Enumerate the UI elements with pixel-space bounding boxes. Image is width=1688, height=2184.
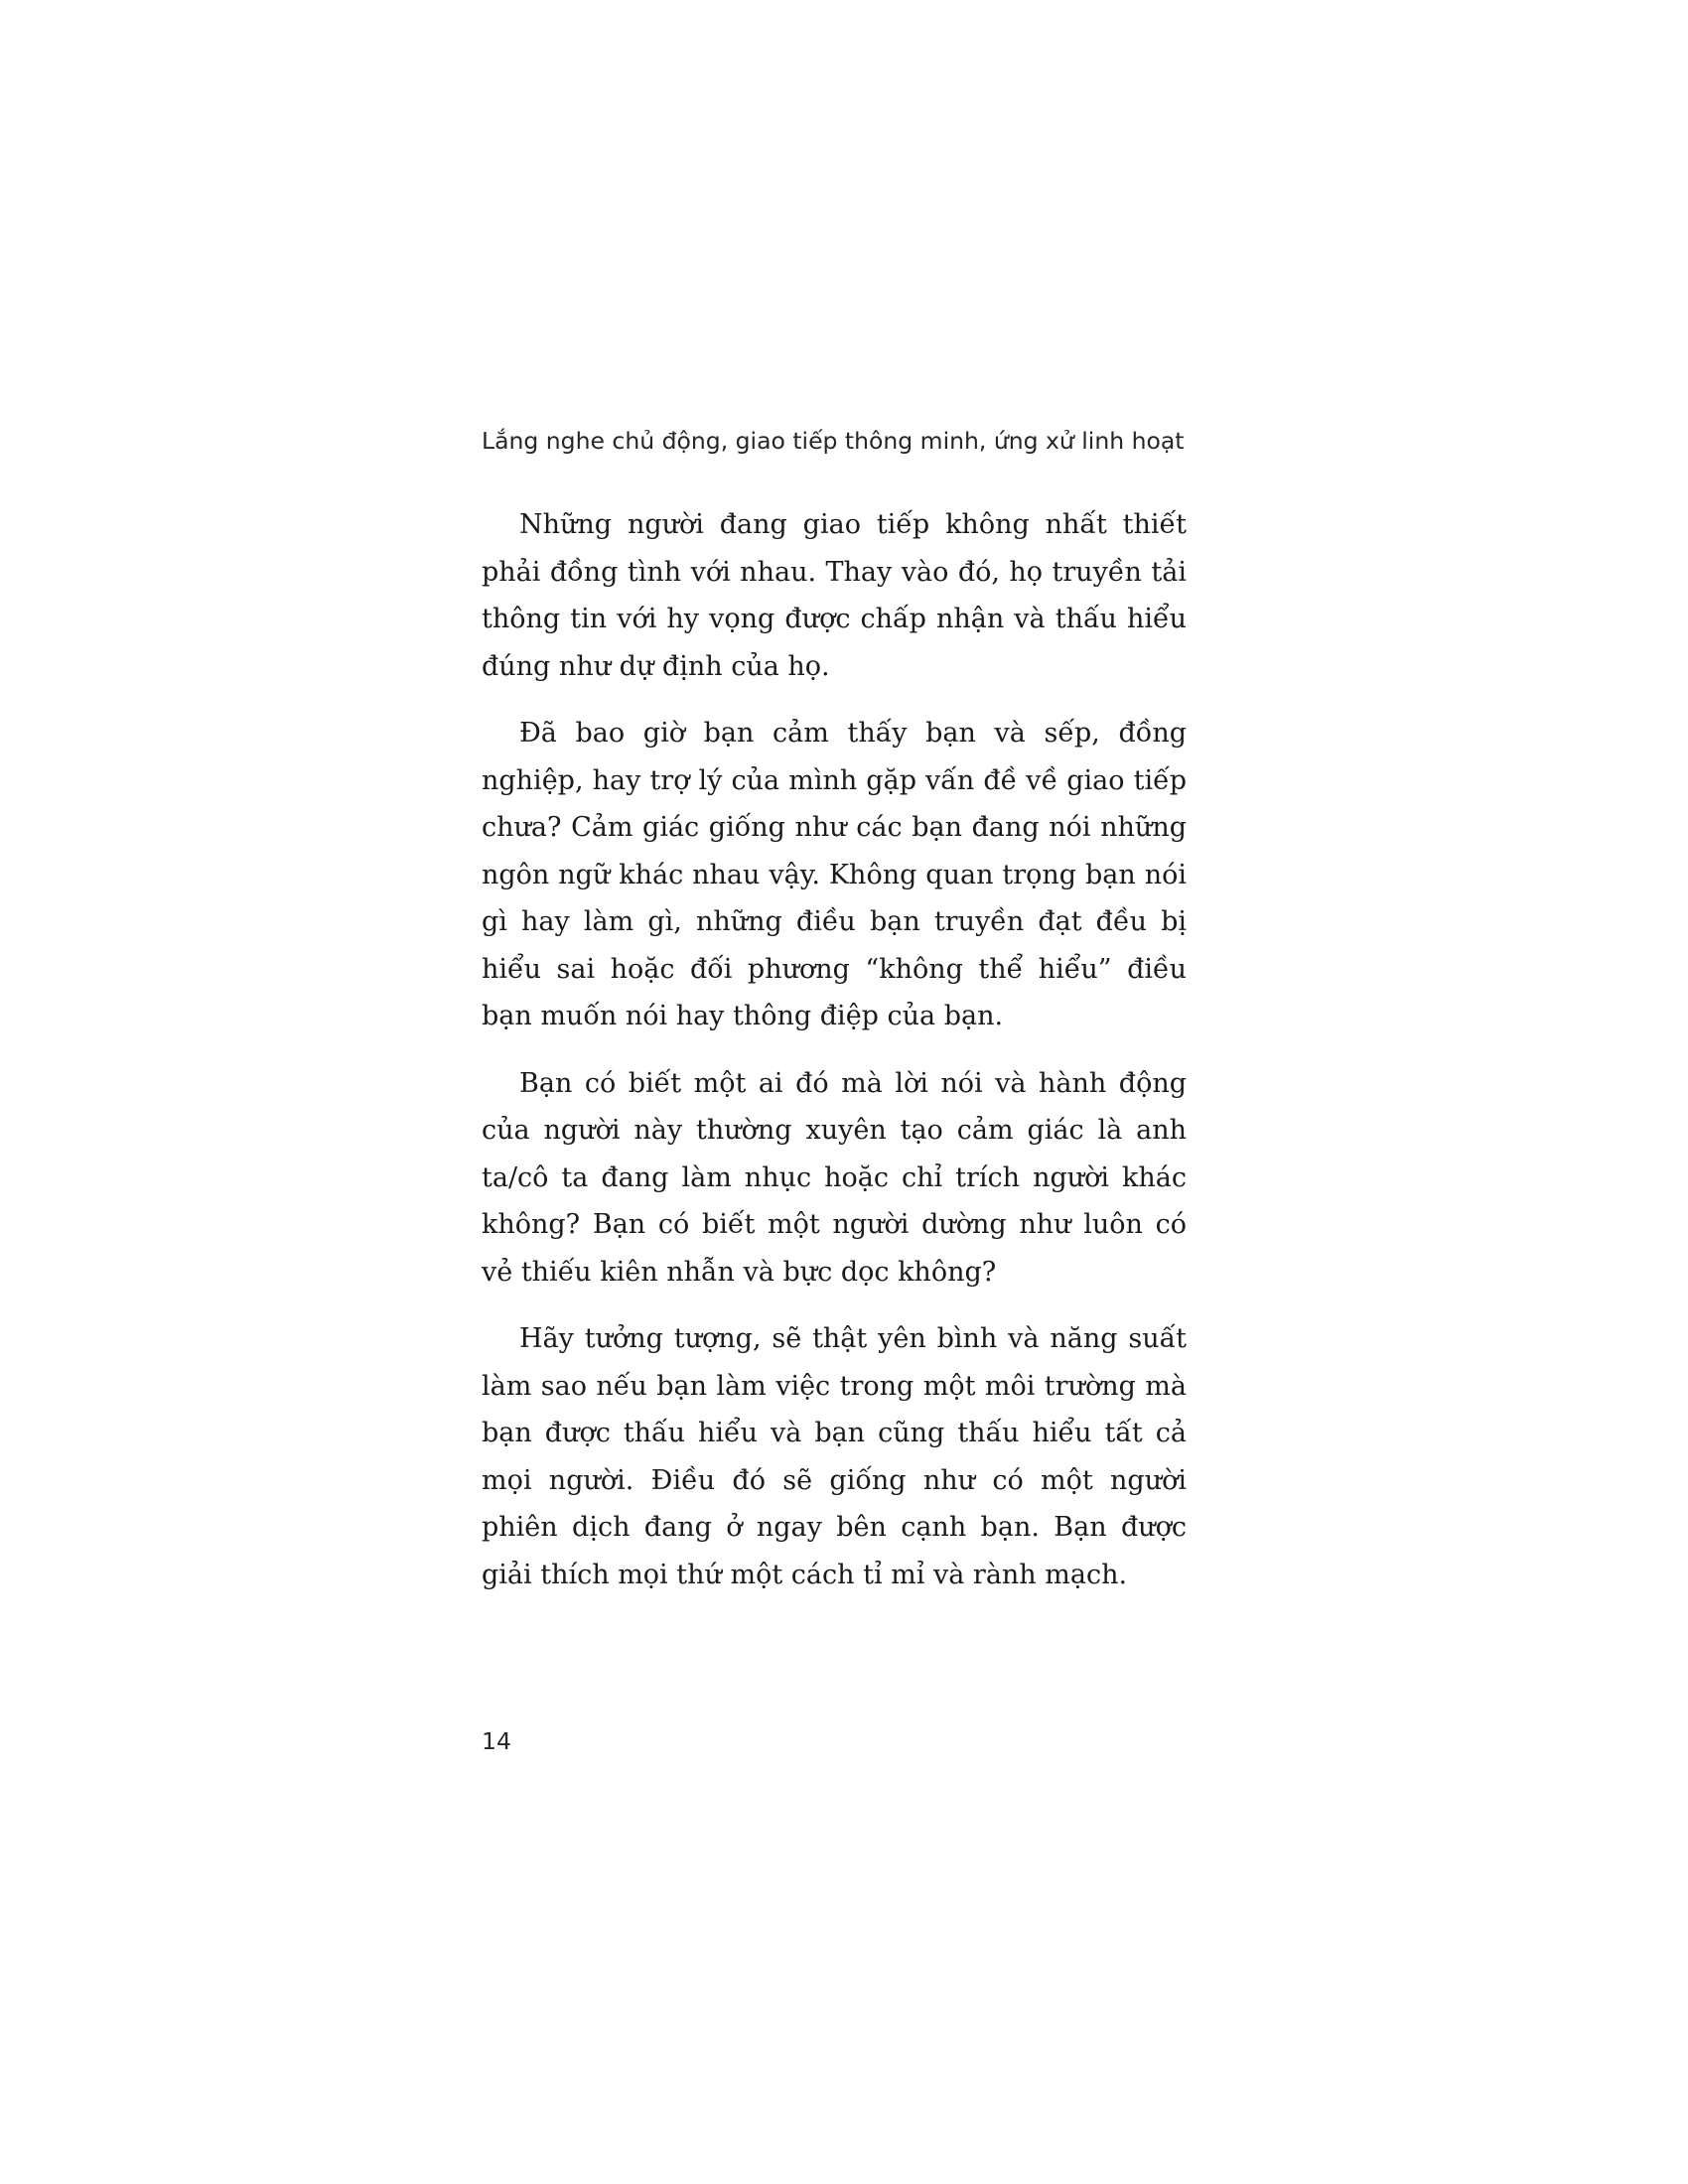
paragraph: Bạn có biết một ai đó mà lời nói và hành động của người này thường xuyên tạo cảm giác là anh ta/cô ta đang làm nhục hoặc chỉ trích người khác không? Bạn có biết một người dường như luôn có vẻ thiếu kiên nhẫn và bực dọc không?	[482, 1067, 1187, 1288]
paragraph: Những người đang giao tiếp không nhất thiết phải đồng tình với nhau. Thay vào đó, họ truyền tải thông tin với hy vọng được chấp nhận và thấu hiểu đúng như dự định của họ.	[482, 509, 1187, 682]
paragraph: Đã bao giờ bạn cảm thấy bạn và sếp, đồng nghiệp, hay trợ lý của mình gặp vấn đề về giao tiếp chưa? Cảm giác giống như các bạn đang nói những ngôn ngữ khác nhau vậy. Không quan trọng bạn nói gì hay làm gì, những điều bạn truyền đạt đều bị hiểu sai hoặc đối phương “không thể hiểu” điều bạn muốn nói hay thông điệp của bạn.	[482, 718, 1187, 1031]
body-text	[482, 501, 1187, 1618]
paragraph: Hãy tưởng tượng, sẽ thật yên bình và năng suất làm sao nếu bạn làm việc trong một môi trường mà bạn được thấu hiểu và bạn cũng thấu hiểu tất cả mọi người. Điều đó sẽ giống như có một người phiên dịch đang ở ngay bên cạnh bạn. Bạn được giải thích mọi thứ một cách tỉ mỉ và rành mạch.	[482, 1323, 1187, 1590]
running-header-title: Lắng nghe chủ động, giao tiếp thông minh, ứng xử linh hoạt	[482, 427, 1185, 455]
page-number: 14	[482, 1727, 511, 1755]
